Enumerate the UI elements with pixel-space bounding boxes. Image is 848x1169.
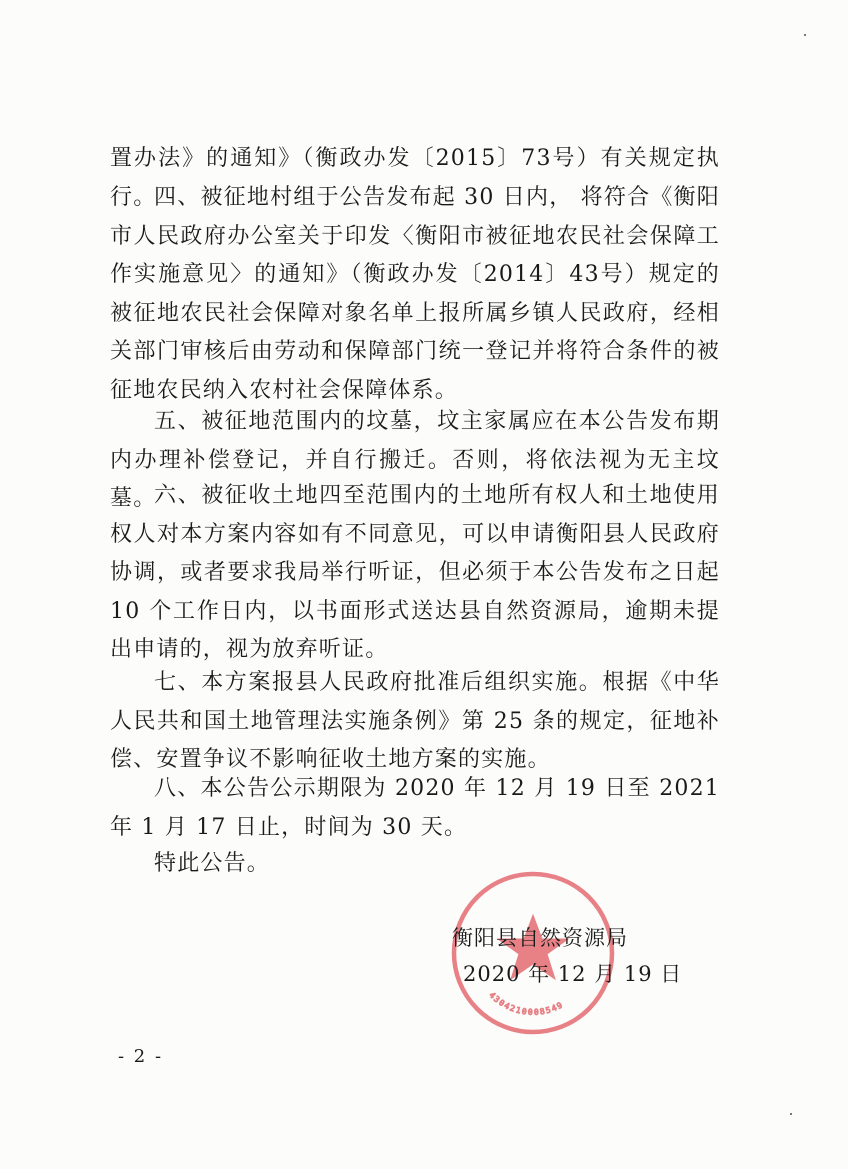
signature-date: 2020 年 12 月 19 日 bbox=[463, 962, 683, 986]
scan-speck bbox=[804, 34, 806, 36]
scan-speck bbox=[790, 1113, 792, 1115]
seal-serial: 4304210008549 bbox=[487, 990, 566, 1017]
closing-remark: 特此公告。 bbox=[154, 851, 271, 876]
page-number: - 2 - bbox=[118, 1046, 164, 1067]
paragraph-item-5: 五、被征地范围内的坟墓，坟主家属应在本公告发布期内办理补偿登记，并自行搬迁。否则，将依法视为无主坟墓。 bbox=[110, 409, 720, 511]
signature-organization: 衡阳县自然资源局 bbox=[452, 926, 628, 950]
paragraph-item-6: 六、被征收土地四至范围内的土地所有权人和土地使用权人对本方案内容如有不同意见，可以申请衡阳县人民政府协调，或者要求我局举行听证，但必须于本公告发布之日起 10 个工作日内，以书面形式送达县自然资源局，逾期未提出申请的，视为放弃听证。 bbox=[110, 483, 720, 662]
paragraph-item-7: 七、本方案报县人民政府批准后组织实施。根据《中华人民共和国土地管理法实施条例》第 25 条的规定，征地补偿、安置争议不影响征收土地方案的实施。 bbox=[110, 670, 720, 772]
paragraph-item-8: 八、本公告公示期限为 2020 年 12 月 19 日至 2021 年 1 月 17 日止，时间为 30 天。 bbox=[110, 776, 720, 840]
paragraph-continuation: 置办法》的通知》（衡政办发〔2015〕73号）有关规定执行。 bbox=[110, 146, 720, 210]
paragraph-item-4: 四、被征地村组于公告发布起 30 日内， 将符合《衡阳市人民政府办公室关于印发〈衡阳市被征地农民社会保障工作实施意见〉的通知》（衡政办发〔2014〕43号）规定的被征地农民社会保障对象名单上报所属乡镇人民政府，经相关部门审核后由劳动和保障部门统一登记并将符合条件的被征地农民纳入农村社会保障体系。 bbox=[110, 185, 720, 403]
svg-text:4304210008549 bbox=[487, 990, 565, 1016]
official-seal-icon bbox=[448, 868, 618, 1038]
